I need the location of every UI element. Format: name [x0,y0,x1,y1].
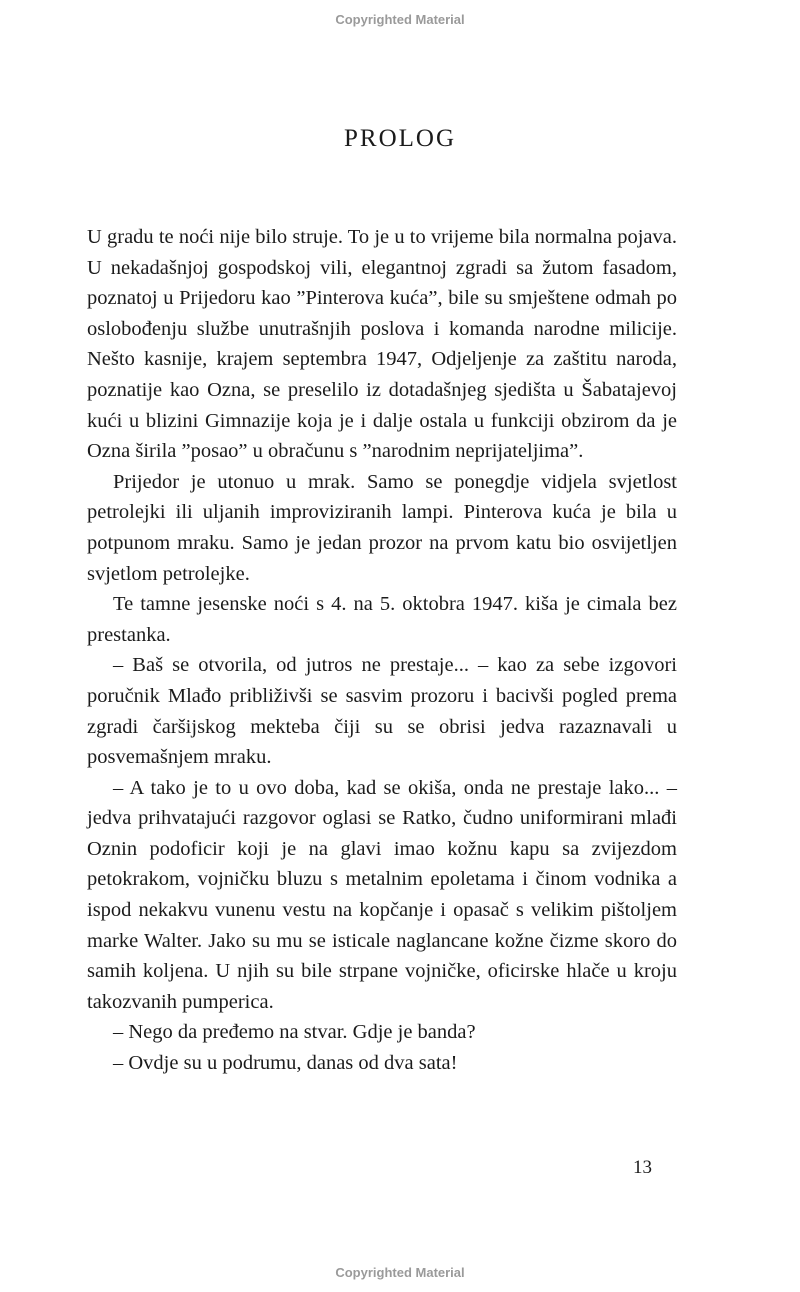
paragraph-1: U gradu te noći nije bilo struje. To je u to vrijeme bila normalna pojava. U nekadašnjoj gospodskoj vili, elegantnoj zgradi sa žutom fasadom, poznatoj u Prijedoru kao ”Pinterova kuća”, bile su smještene odmah po oslobođenju službe unutrašnjih poslova i komanda narodne milicije. Nešto kasnije, krajem septembra 1947, Odjeljenje za zaštitu naroda, poznatije kao Ozna, se preselilo iz dotadašnjeg sjedišta u Šabatajevoj kući u blizini Gimnazije koja je i dalje ostala u funkciji obzirom da je Ozna širila ”posao” u obračunu s ”narodnim neprijateljima”. [87,226,677,463]
watermark-top: Copyrighted Material [335,12,465,27]
watermark-bottom: Copyrighted Material [335,1265,465,1280]
paragraph-3: Te tamne jesenske noći s 4. na 5. oktobra 1947. kiša je cimala bez prestanka. [87,593,677,646]
paragraph-6: – Nego da pređemo na stvar. Gdje je banda? [113,1021,476,1044]
body-text [87,222,677,1079]
paragraph-5: – A tako je to u ovo doba, kad se okiša, onda ne prestaje lako... – jedva prihvatajući razgovor oglasi se Ratko, čudno uniformirani mlađi Oznin podoficir koji je na glavi imao kožnu kapu sa zvijezdom petokrakom, vojničku bluzu s metalnim epoletama i činom vodnika a ispod nekakvu vunenu vestu na kopčanje i opasač s velikim pištoljem marke Walter. Jako su mu se isticale naglancane kožne čizme skoro do samih koljena. U njih su bile strpane vojničke, oficirske hlače u kroju takozvanih pumperica. [87,776,677,1013]
page-number: 13 [633,1157,652,1178]
chapter-title: PROLOG [343,125,456,152]
paragraph-7: – Ovdje su u podrumu, danas od dva sata! [113,1052,458,1075]
paragraph-4: – Baš se otvorila, od jutros ne prestaje... – kao za sebe izgovori poručnik Mlađo približivši se sasvim prozoru i bacivši pogled prema zgradi čaršijskog mekteba čiji su se obrisi jedva razaznavali u posvemašnjem mraku. [87,654,677,769]
paragraph-2: Prijedor je utonuo u mrak. Samo se ponegdje vidjela svjetlost petrolejki ili uljanih improviziranih lampi. Pinterova kuća je bila u potpunom mraku. Samo je jedan prozor na prvom katu bio osvijetljen svjetlom petrolejke. [87,470,677,585]
